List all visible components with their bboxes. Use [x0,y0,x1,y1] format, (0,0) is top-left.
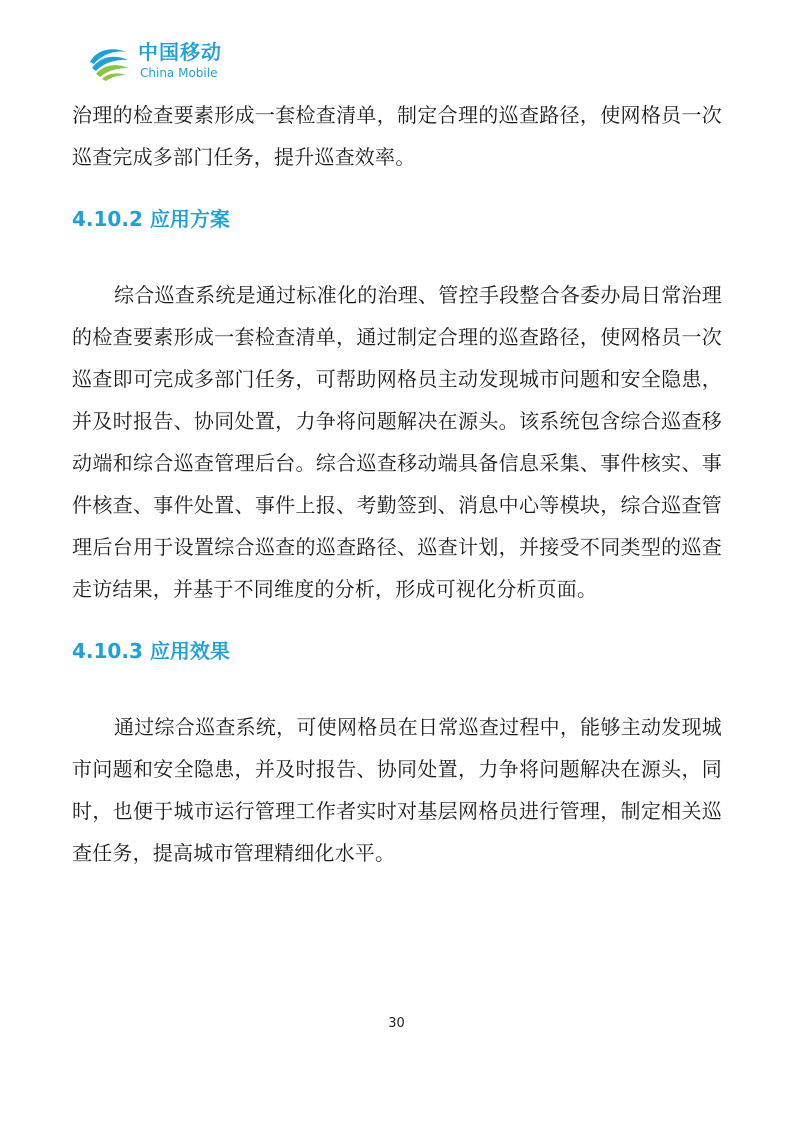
china-mobile-logo [86,36,246,88]
spacer [72,610,722,630]
application-effect-paragraph: 通过综合巡查系统，可使网格员在日常巡查过程中，能够主动发现城市问题和安全隐患，并及时报告、协同处置，力争将问题解决在源头，同时，也便于城市运行管理工作者实时对基层网格员进行管理，制定相关巡查任务，提高城市管理精细化水平。 [72,715,722,865]
document-body [72,94,722,874]
spacer [72,240,722,274]
logo-english-text: China Mobile [140,66,218,80]
page-number: 30 [388,1016,405,1031]
china-mobile-logo-icon [86,40,132,82]
spacer [72,178,722,198]
logo-chinese-text: 中国移动 [138,40,222,64]
intro-paragraph: 治理的检查要素形成一套检查清单，制定合理的巡查路径，使网格员一次巡查完成多部门任务，提升巡查效率。 [72,103,722,169]
section-heading-application-plan: 4.10.2 应用方案 [72,207,230,231]
spacer [72,672,722,706]
section-heading-application-effect: 4.10.3 应用效果 [72,639,230,663]
application-plan-paragraph: 综合巡查系统是通过标准化的治理、管控手段整合各委办局日常治理的检查要素形成一套检查清单，通过制定合理的巡查路径，使网格员一次巡查即可完成多部门任务，可帮助网格员主动发现城市问题和安全隐患，并及时报告、协同处置，力争将问题解决在源头。该系统包含综合巡查移动端和综合巡查管理后台。综合巡查移动端具备信息采集、事件核实、事件核查、事件处置、事件上报、考勤签到、消息中心等模块，综合巡查管理后台用于设置综合巡查的巡查路径、巡查计划，并接受不同类型的巡查走访结果，并基于不同维度的分析，形成可视化分析页面。 [72,283,722,601]
